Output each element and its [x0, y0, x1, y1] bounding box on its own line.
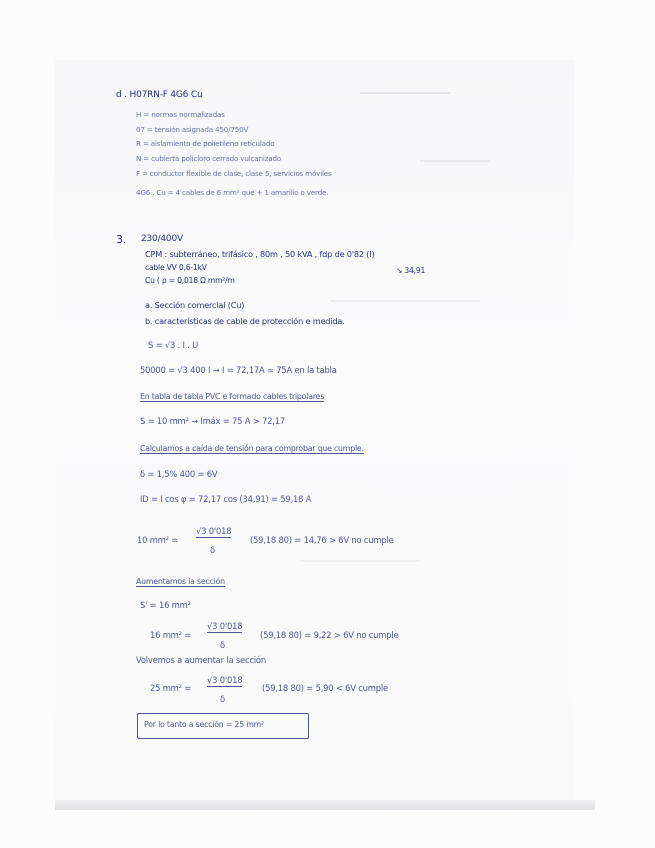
check-16-denominator: δ	[220, 640, 225, 650]
section-d-line: R = aislamiento de polietileno reticulado	[136, 139, 275, 148]
table-result: S = 10 mm² → Imáx = 75 A > 72,17	[140, 416, 286, 426]
delta-v: δ = 1,5% 400 = 6V	[140, 469, 218, 479]
data-line: CPM : subterráneo, trifásico , 80m , 50 kVA , fdp de 0'82 (I)	[145, 249, 375, 259]
increase-again: Volvemos a aumentar la sección	[136, 655, 266, 665]
section-d-line: N = cubierta policloro cerrado vulcanizado	[136, 154, 281, 163]
bleed-through-mark	[360, 92, 450, 94]
check-16-left: 16 mm² =	[150, 630, 192, 640]
section-3-voltage: 230/400V	[141, 234, 183, 244]
check-10-left: 10 mm² =	[137, 535, 179, 545]
voltage-drop-heading: Calculamos a caída de tensión para comprobar que cumple.	[140, 444, 364, 453]
new-section: S' = 16 mm²	[140, 600, 191, 610]
formula-power: S = √3 . I . U	[148, 340, 199, 350]
check-25-numerator: √3 0'018	[207, 675, 243, 685]
section-d-line: H = normas normalizadas	[136, 110, 225, 119]
check-16-numerator: √3 0'018	[207, 621, 243, 631]
bleed-through-mark	[330, 300, 480, 302]
check-16-right: (59,18 80) = 9,22 > 6V no cumple	[260, 630, 399, 640]
bleed-through-mark	[300, 560, 420, 562]
conclusion-text: Por lo tanto a sección = 25 mm²	[144, 720, 264, 729]
data-line: cable VV 0,6-1kV	[145, 263, 207, 272]
section-d-line: 07 = tensión asignada 450/750V	[136, 125, 249, 134]
section-d-title: d . H07RN-F 4G6 Cu	[116, 90, 203, 100]
section-d-line: 4G6 . Cu = 4 cables de 6 mm² que + 1 amarillo o verde.	[136, 188, 329, 197]
check-25-left: 25 mm² =	[150, 683, 192, 693]
section-3-number: 3.	[116, 233, 127, 246]
check-25-denominator: δ	[220, 694, 225, 704]
question-b: b. características de cable de protección e medida.	[145, 316, 345, 326]
active-current: ID = I cos φ = 72,17 cos (34,91) = 59,18 A	[140, 494, 312, 504]
check-25-right: (59,18 80) = 5,90 < 6V cumple	[262, 683, 388, 693]
question-a: a. Sección comercial (Cu)	[145, 300, 245, 310]
increase-heading: Aumentamos la sección	[136, 577, 225, 586]
check-10-numerator: √3 0'018	[196, 526, 232, 536]
page-bottom-edge	[55, 800, 595, 810]
data-line: Cu ( ρ = 0,018 Ω mm²/m	[145, 276, 235, 285]
conclusion-box	[137, 713, 309, 739]
section-d-line: F = conductor flexible de clase, clase 5, servicios móviles	[136, 169, 332, 178]
check-10-right: (59,18 80) = 14,76 > 6V no cumple	[250, 535, 394, 545]
bleed-through-mark	[420, 160, 490, 162]
current-calculation: 50000 = √3 400 I → I = 72,17A ≃ 75A en la tabla	[140, 365, 337, 375]
angle-note: ↘ 34,91	[396, 266, 426, 275]
check-10-denominator: δ	[210, 545, 215, 555]
table-heading: En tabla de tabla PVC e formado cables tripolares	[140, 392, 325, 401]
